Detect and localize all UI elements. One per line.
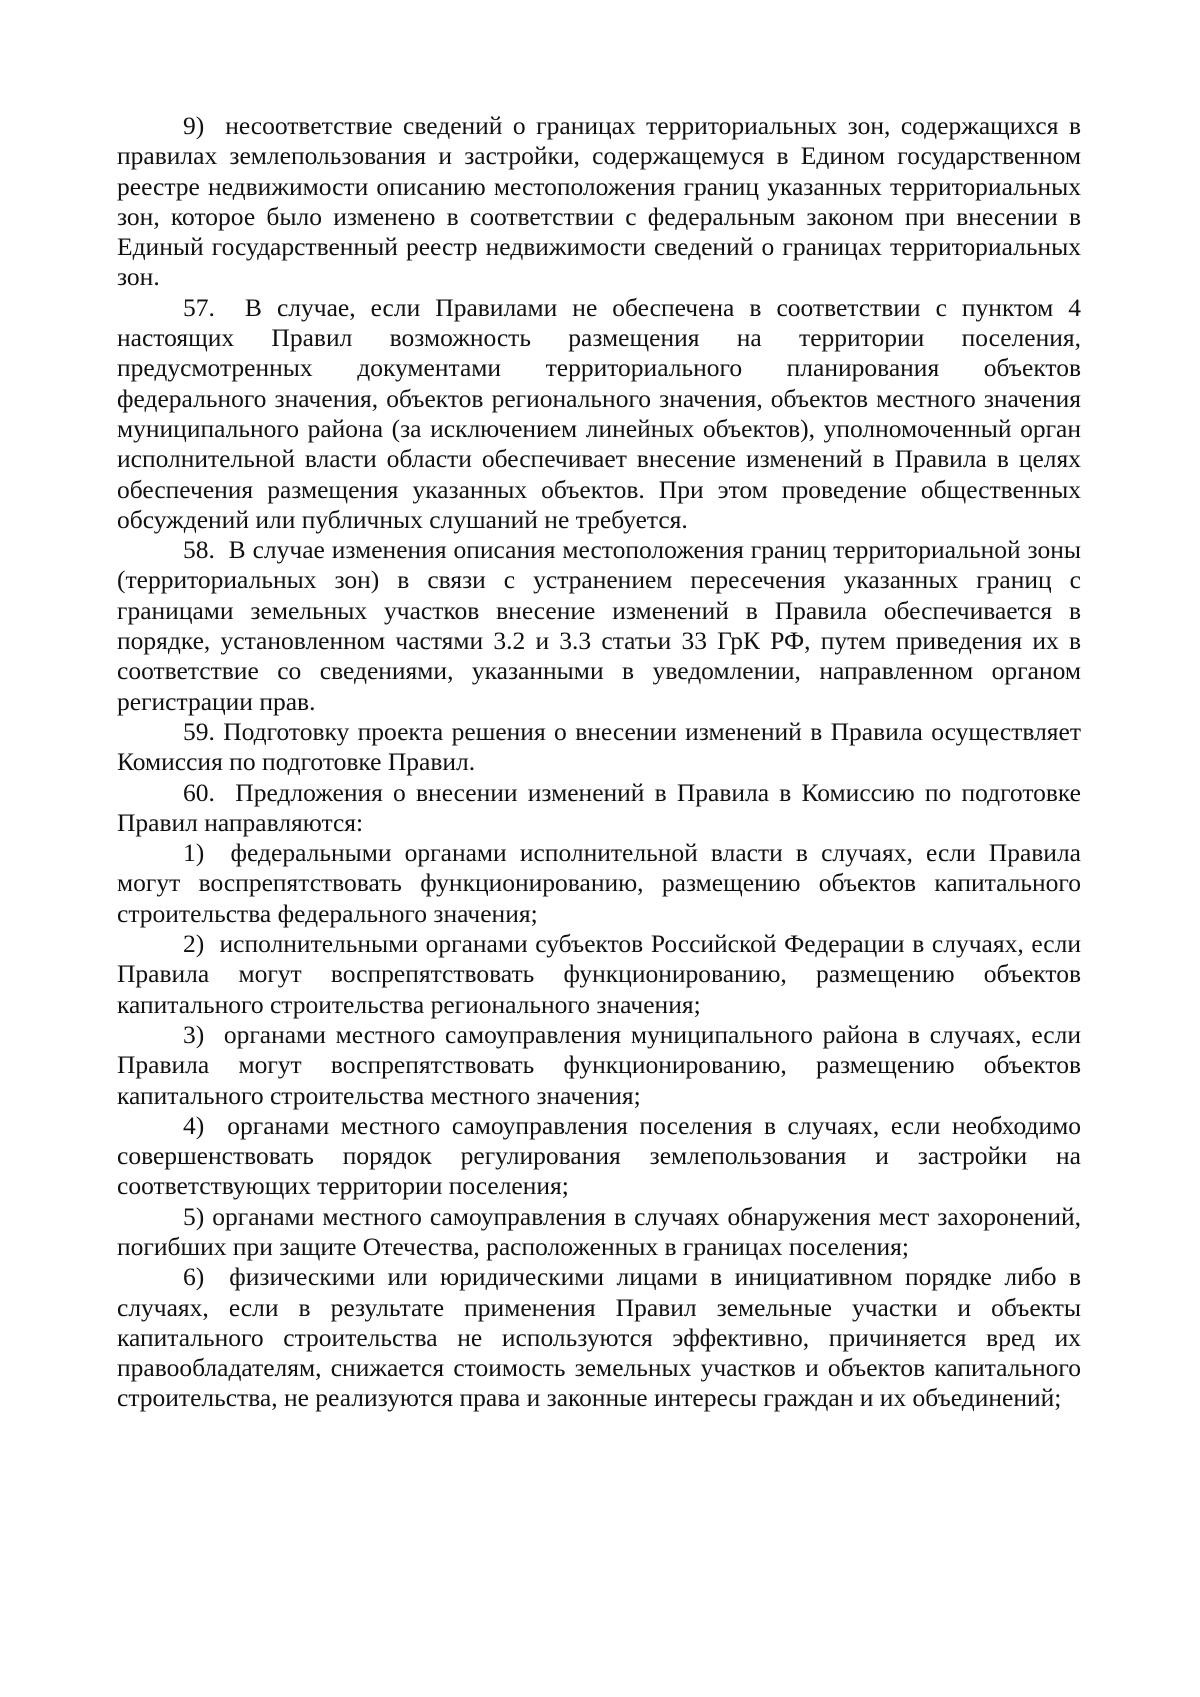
list-item-5: 5) органами местного самоуправления в случаях обнаружения мест захоронений, погибших при защите Отечества, расположенных в границах поселения; [117, 1201, 1081, 1261]
paragraph-57: 57. В случае, если Правилами не обеспечена в соответствии с пунктом 4 настоящих Правил возможность размещения на территории поселения, предусмотренных документами территориального планирования объектов федерального значения, объектов регионального значения, объектов местного значения муниципального района (за исключением линейных объектов), уполномоченный орган исполнительной власти области обеспечивает внесение изменений в Правила в целях обеспечения размещения указанных объектов. При этом проведение общественных обсуждений или публичных слушаний не требуется. [117, 292, 1081, 534]
paragraph-58: 58. В случае изменения описания местоположения границ территориальной зоны (территориальных зон) в связи с устранением пересечения указанных границ с границами земельных участков внесение изменений в Правила обеспечивается в порядке, установленном частями 3.2 и 3.3 статьи 33 ГрК РФ, путем приведения их в соответствие со сведениями, указанными в уведомлении, направленном органом регистрации прав. [117, 535, 1081, 716]
list-item-6: 6) физическими или юридическими лицами в инициативном порядке либо в случаях, если в результате применения Правил земельные участки и объекты капитального строительства не используются эффективно, причиняется вред их правообладателям, снижается стоимость земельных участков и объектов капитального строительства, не реализуются права и законные интересы граждан и их объединений; [117, 1262, 1081, 1413]
list-item-4: 4) органами местного самоуправления поселения в случаях, если необходимо совершенствовать порядок регулирования землепользования и застройки на соответствующих территории поселения; [117, 1110, 1081, 1201]
paragraph-60: 60. Предложения о внесении изменений в Правила в Комиссию по подготовке Правил направляются: [117, 777, 1081, 837]
list-item-1: 1) федеральными органами исполнительной власти в случаях, если Правила могут воспрепятствовать функционированию, размещению объектов капитального строительства федерального значения; [117, 838, 1081, 928]
paragraph-item-9: 9) несоответствие сведений о границах территориальных зон, содержащихся в правилах землепользования и застройки, содержащемуся в Едином государственном реестре недвижимости описанию местоположения границ указанных территориальных зон, которое было изменено в соответствии с федеральным законом при внесении в Единый государственный реестр недвижимости сведений о границах территориальных зон. [117, 111, 1081, 292]
list-item-3: 3) органами местного самоуправления муниципального района в случаях, если Правила могут воспрепятствовать функционированию, размещению объектов капитального строительства местного значения; [117, 1019, 1081, 1110]
document-page [117, 111, 1081, 1414]
list-item-2: 2) исполнительными органами субъектов Российской Федерации в случаях, если Правила могут воспрепятствовать функционированию, размещению объектов капитального строительства регионального значения; [117, 929, 1081, 1019]
paragraph-59: 59. Подготовку проекта решения о внесении изменений в Правила осуществляет Комиссия по подготовке Правил. [117, 716, 1081, 777]
